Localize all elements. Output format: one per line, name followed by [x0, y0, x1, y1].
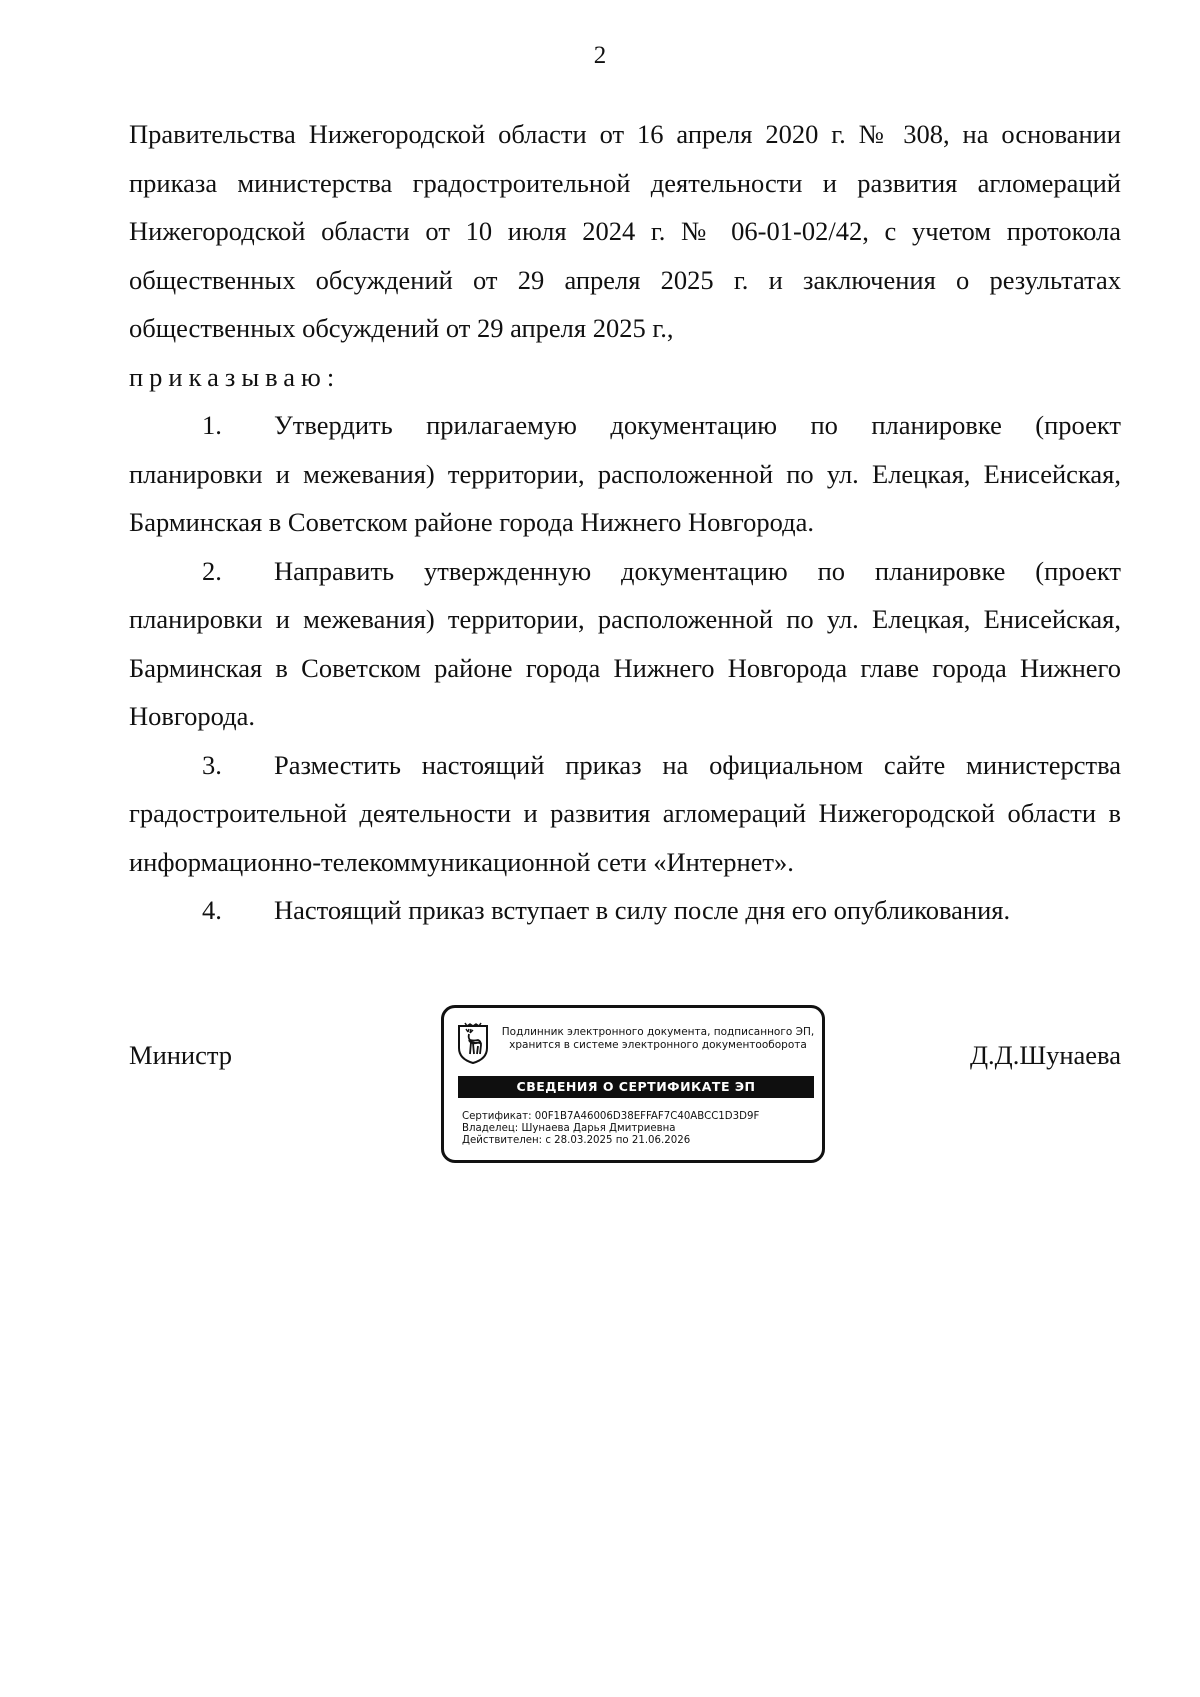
stamp-caption-line: хранится в системе электронного документооборота: [509, 1039, 807, 1051]
decree-word: приказываю:: [129, 361, 341, 392]
intro-paragraph: Правительства Нижегородской области от 16 апреля 2020 г. № 308, на основании приказа министерства градостроительной деятельности и развития агломераций Нижегородской области от 10 июля 2024 г. № 06-01-02/42, с учетом протокола общественных обсуждений от 29 апреля 2025 г. и заключения о результатах общественных обсуждений от 29 апреля 2025 г.,: [129, 119, 1121, 343]
item-text: Утвердить прилагаемую документацию по планировке (проект планировки и межевания) территории, расположенной по ул. Елецкая, Енисейская, Барминская в Советском районе города Нижнего Новгорода.: [129, 410, 1121, 537]
electronic-signature-stamp: [441, 1005, 825, 1163]
item-number: 4.: [202, 895, 222, 925]
document-body: [129, 110, 1121, 935]
certificate-number: Сертификат: 00F1B7A46006D38EFFAF7C40ABCC1D3D9F: [462, 1111, 760, 1122]
stamp-header: СВЕДЕНИЯ О СЕРТИФИКАТЕ ЭП: [458, 1076, 814, 1098]
list-item: [129, 401, 1121, 547]
certificate-owner: Владелец: Шунаева Дарья Дмитриевна: [462, 1123, 676, 1134]
item-number: 1.: [202, 410, 222, 440]
item-text: Настоящий приказ вступает в силу после дня его опубликования.: [274, 895, 1011, 925]
item-number: 2.: [202, 555, 222, 586]
stamp-caption: [496, 1026, 820, 1052]
item-text: Разместить настоящий приказ на официальном сайте министерства градостроительной деятельности и развития агломераций Нижегородской области в информационно-телекоммуникационной сети «Интернет».: [129, 749, 1121, 877]
item-text: Направить утвержденную документацию по планировке (проект планировки и межевания) территории, расположенной по ул. Елецкая, Енисейская, Барминская в Советском районе города Нижнего Новгорода главе города Нижнего Новгорода.: [129, 555, 1121, 731]
coat-of-arms-deer-icon: [456, 1022, 490, 1064]
stamp-caption-line: Подлинник электронного документа, подписанного ЭП,: [501, 1026, 815, 1038]
numbered-items: [129, 401, 1121, 935]
certificate-validity: Действителен: с 28.03.2025 по 21.06.2026: [462, 1135, 691, 1146]
list-item: [129, 547, 1121, 741]
signatory-title: Министр: [129, 1040, 233, 1070]
list-item: [129, 886, 1121, 935]
stamp-details: [462, 1111, 759, 1147]
page-number: 2: [593, 42, 607, 69]
signatory-name: Д.Д.Шунаева: [969, 1040, 1121, 1070]
list-item: [129, 741, 1121, 887]
item-number: 3.: [202, 749, 222, 780]
